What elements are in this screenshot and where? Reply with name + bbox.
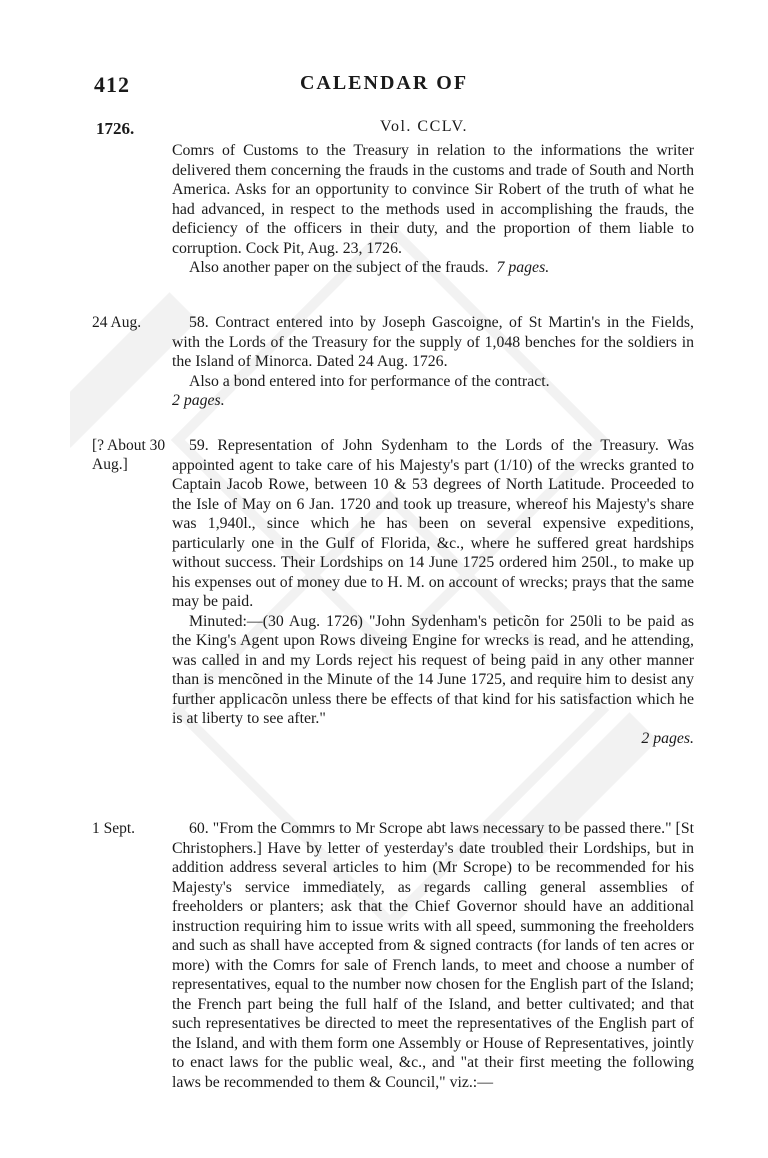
entry-paragraph: Comrs of Customs to the Treasury in relation to the informations the writer delivered them concerning the frauds in the customs and trade of South and North America. Asks for an opportunity to convince Sir Robert of the truth of what he had advanced, in respect to the methods used in accomplishing the frauds, the deficiency of the officers in their duty, and the proportion of them liable to corruption. Cock Pit, Aug. 23, 1726. xyxy=(172,142,694,257)
entry-58 xyxy=(172,313,694,411)
year-heading: 1726. xyxy=(96,119,135,138)
margin-date: [? About 30 Aug.] xyxy=(92,437,166,473)
entry-60 xyxy=(172,819,694,1092)
entry-paragraph xyxy=(172,391,694,411)
entry-paragraph: 60. "From the Commrs to Mr Scrope abt laws necessary to be passed there." [St Christophers.] Have by letter of yesterday's date troubled their Lordships, but in addition address several articles to him (Mr Scrope) to be recommended for his Majesty's service immediately, as regards calling general assemblies of freeholders or planters; ask that the Chief Governor should have an additional instruction requiring him to issue writs with all speed, summoning the freeholders and such as shall have accepted from & signed contracts (for lands of ten acres or more) with the Comrs for sale of French lands, to meet and choose a number of representatives, equal to the number now chosen for the English part of the Island; the French part being the full half of the Island, and better cultivated; and that such representatives be directed to meet the representatives of the English part of the Island, and with them form one Assembly or House of Representatives, jointly to enact laws for the public weal, &c., and "at their first meeting the following laws be recommended to them & Council," viz.:— xyxy=(172,820,694,1091)
entry-59 xyxy=(172,436,694,748)
entry-paragraph: 59. Representation of John Sydenham to the Lords of the Treasury. Was appointed agent to take care of his Majesty's part (1/10) of the wrecks granted to Captain Jacob Rowe, between 10 & 53 degrees of North Latitude. Proceeded to the Isle of May on 6 Jan. 1720 and took up treasure, whereof his Majesty's share was 1,940l., since which he has been on several expensive expeditions, particularly one in the Gulf of Florida, &c., where he suffered great hardships without success. Their Lordships on 14 June 1725 ordered him 250l., to make up his expenses out of money due to H. M. on account of wrecks; prays that the same may be paid. xyxy=(172,437,694,610)
volume-label: Vol. CCLV. xyxy=(379,118,469,135)
entry-continuation xyxy=(172,141,694,278)
page-count: 2 pages. xyxy=(641,729,694,747)
entry-paragraph: 58. Contract entered into by Joseph Gascoigne, of St Martin's in the Fields, with the Lords of the Treasury for the supply of 1,048 benches for the soldiers in the Island of Minorca. Dated 24 Aug. 1726. xyxy=(172,314,694,370)
margin-date: 1 Sept. xyxy=(92,820,136,837)
entry-paragraph xyxy=(172,729,694,749)
page-number: 412 xyxy=(94,72,130,97)
page-count: 2 pages. xyxy=(172,392,225,409)
entry-paragraph: Also a bond entered into for performance of the contract. xyxy=(189,372,550,390)
entry-paragraph: Minuted:—(30 Aug. 1726) "John Sydenham's peticõn for 250li to be paid as the King's Agent upon Rows diveing Engine for wrecks is read, and he attending, was called in and my Lords reject his request of being paid in any other manner than is mencõned in the Minute of the 14 June 1725, and require him to desist any further applicacõn unless there be effects of that kind for his satisfaction which he is at liberty to see after." xyxy=(172,612,694,727)
entry-paragraph: Also another paper on the subject of the frauds. 7 pages. xyxy=(189,259,550,276)
page-count: 7 pages. xyxy=(496,259,550,276)
running-title: CALENDAR OF xyxy=(299,72,469,94)
margin-date: 24 Aug. xyxy=(92,314,142,331)
